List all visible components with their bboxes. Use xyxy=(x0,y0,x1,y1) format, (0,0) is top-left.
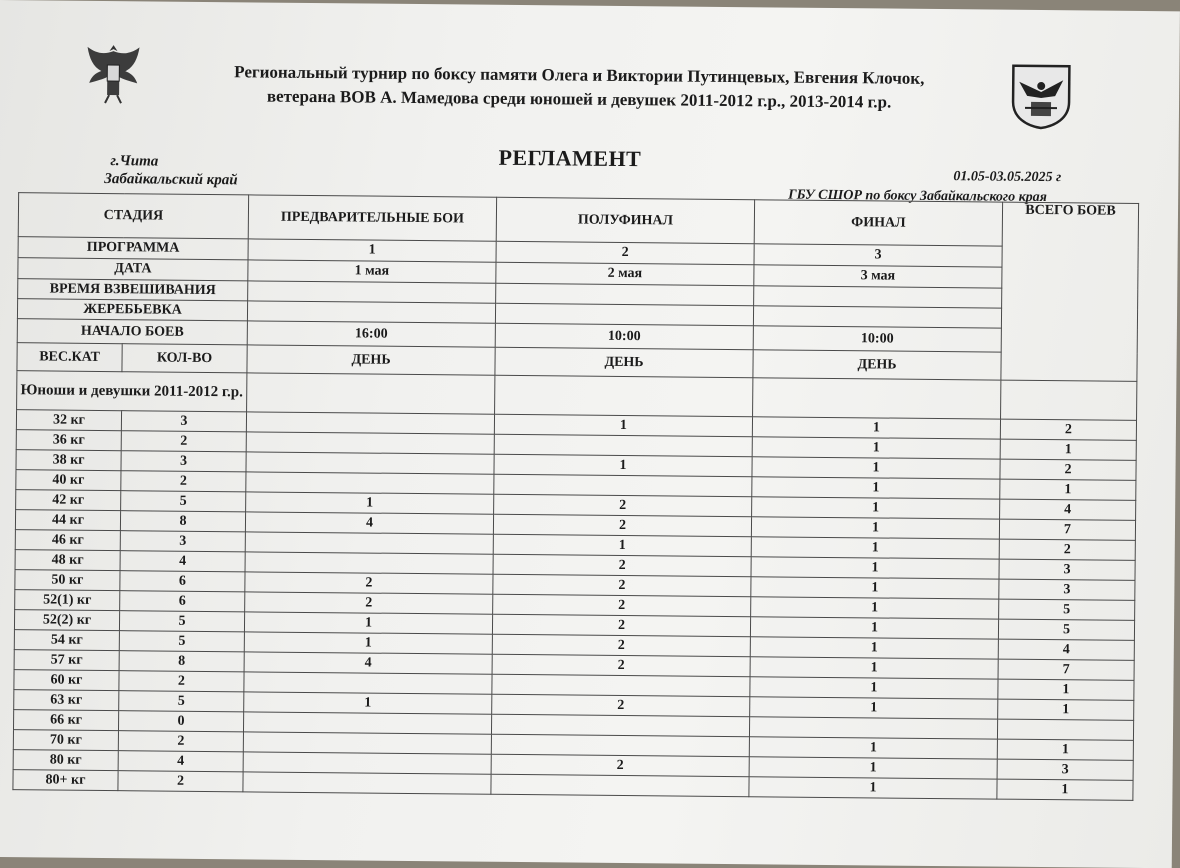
date-final: 3 мая xyxy=(754,265,1002,288)
total-bouts: 1 xyxy=(998,679,1134,700)
semifinal-bouts xyxy=(491,734,749,756)
prelim-bouts xyxy=(245,532,493,554)
participant-count: 2 xyxy=(121,431,246,452)
total-bouts: 4 xyxy=(998,639,1134,660)
semifinal-bouts: 2 xyxy=(492,694,750,716)
period-prelim: ДЕНЬ xyxy=(247,345,495,375)
final-bouts: 1 xyxy=(752,457,1000,479)
participant-count: 6 xyxy=(120,591,245,612)
count-label: КОЛ-ВО xyxy=(122,344,247,373)
weight-category: 52(1) кг xyxy=(15,590,120,611)
total-bouts: 4 xyxy=(1000,499,1136,520)
program-prelim: 1 xyxy=(248,239,496,262)
weight-category: 42 кг xyxy=(16,490,121,511)
final-bouts: 1 xyxy=(752,477,1000,499)
prelim-bouts: 4 xyxy=(244,652,492,674)
final-bouts: 1 xyxy=(751,517,999,539)
date-label: ДАТА xyxy=(18,258,248,281)
prelim-bouts xyxy=(243,712,491,734)
city: г.Чита xyxy=(110,153,159,170)
total-bouts: 3 xyxy=(999,579,1135,600)
total-bouts: 7 xyxy=(998,659,1134,680)
total-bouts: 1 xyxy=(1000,479,1136,500)
weight-category: 63 кг xyxy=(14,690,119,711)
final-bouts: 1 xyxy=(751,537,999,559)
total-bouts: 3 xyxy=(997,759,1133,780)
participant-count: 2 xyxy=(121,471,246,492)
schedule-table xyxy=(12,192,1139,801)
weight-category: 38 кг xyxy=(16,450,121,471)
weight-category: 57 кг xyxy=(14,650,119,671)
date-semifinal: 2 мая xyxy=(496,262,754,285)
final-bouts: 1 xyxy=(750,617,998,639)
semifinal-bouts xyxy=(491,774,749,796)
weight-category: 32 кг xyxy=(16,410,121,431)
weight-category: 60 кг xyxy=(14,670,119,691)
total-bouts: 2 xyxy=(1000,459,1136,480)
participant-count: 3 xyxy=(120,531,245,552)
semifinal-bouts: 2 xyxy=(493,594,751,616)
final-bouts: 1 xyxy=(750,697,998,719)
tournament-title-line-2: ветерана ВОВ А. Мамедова среди юношей и девушек 2011-2012 г.р., 2013-2014 г.р. xyxy=(266,86,892,112)
organizer: ГБУ СШОР по боксу Забайкальского края xyxy=(788,187,1047,206)
region: Забайкальский край xyxy=(104,171,238,189)
start-prelim: 16:00 xyxy=(247,321,495,347)
participant-count: 2 xyxy=(119,671,244,692)
semifinal-bouts: 2 xyxy=(492,634,750,656)
prelim-bouts xyxy=(246,452,494,474)
final-bouts: 1 xyxy=(750,677,998,699)
final-bouts: 1 xyxy=(752,437,1000,459)
event-dates: 01.05-03.05.2025 г xyxy=(953,169,1062,186)
weight-category: 66 кг xyxy=(13,710,118,731)
stage-prelim: ПРЕДВАРИТЕЛЬНЫЕ БОИ xyxy=(248,195,496,241)
prelim-bouts xyxy=(246,472,494,494)
total-bouts: 5 xyxy=(999,599,1135,620)
final-bouts: 1 xyxy=(751,597,999,619)
weight-category: 80 кг xyxy=(13,750,118,771)
weight-category: 36 кг xyxy=(16,430,121,451)
total-bouts: 2 xyxy=(1000,419,1136,440)
weight-category: 52(2) кг xyxy=(14,610,119,631)
tournament-title-line-1: Региональный турнир по боксу памяти Олега и Виктории Путинцевых, Евгения Клочок, xyxy=(234,62,925,88)
semifinal-bouts: 2 xyxy=(494,494,752,516)
program-semifinal: 2 xyxy=(496,241,754,264)
weight-category-label: ВЕС.КАТ xyxy=(17,343,122,372)
prelim-bouts xyxy=(243,772,491,794)
final-bouts: 1 xyxy=(750,657,998,679)
prelim-bouts: 1 xyxy=(244,692,492,714)
total-bouts: 3 xyxy=(999,559,1135,580)
stage-final: ФИНАЛ xyxy=(754,200,1002,246)
prelim-bouts xyxy=(245,552,493,574)
total-bouts: 2 xyxy=(999,539,1135,560)
weight-category: 40 кг xyxy=(16,470,121,491)
weight-category: 50 кг xyxy=(15,570,120,591)
total-bouts xyxy=(997,719,1133,740)
semifinal-bouts xyxy=(492,674,750,696)
final-bouts: 1 xyxy=(752,497,1000,519)
prelim-bouts: 1 xyxy=(244,612,492,634)
weight-category: 54 кг xyxy=(14,630,119,651)
russia-coat-of-arms-icon xyxy=(81,37,146,108)
semifinal-bouts: 2 xyxy=(493,514,751,536)
zabaykalsky-coat-of-arms-icon xyxy=(1009,62,1074,131)
weight-category: 44 кг xyxy=(15,510,120,531)
semifinal-bouts: 1 xyxy=(493,534,751,556)
total-bouts: 1 xyxy=(997,739,1133,760)
program-label: ПРОГРАММА xyxy=(18,237,248,260)
participant-count: 8 xyxy=(120,511,245,532)
participant-count: 2 xyxy=(118,731,243,752)
prelim-bouts xyxy=(243,732,491,754)
participant-count: 4 xyxy=(118,751,243,772)
semifinal-bouts: 2 xyxy=(493,554,751,576)
weight-category: 70 кг xyxy=(13,730,118,751)
stage-label: СТАДИЯ xyxy=(18,193,248,239)
final-bouts: 1 xyxy=(749,737,997,759)
section-title: Юноши и девушки 2011-2012 г.р. xyxy=(17,371,247,412)
prelim-bouts: 1 xyxy=(246,492,494,514)
period-semifinal: ДЕНЬ xyxy=(495,347,753,377)
total-bouts: 1 xyxy=(997,779,1133,800)
final-bouts: 1 xyxy=(750,637,998,659)
semifinal-bouts: 2 xyxy=(492,614,750,636)
participant-count: 5 xyxy=(119,691,244,712)
participant-count: 4 xyxy=(120,551,245,572)
final-bouts: 1 xyxy=(751,557,999,579)
program-final: 3 xyxy=(754,244,1002,267)
draw-label: ЖЕРЕБЬЕВКА xyxy=(17,299,247,321)
semifinal-bouts: 2 xyxy=(492,654,750,676)
prelim-bouts xyxy=(243,752,491,774)
semifinal-bouts xyxy=(494,474,752,496)
prelim-bouts: 4 xyxy=(245,512,493,534)
period-final: ДЕНЬ xyxy=(753,350,1001,380)
weight-category: 48 кг xyxy=(15,550,120,571)
prelim-bouts xyxy=(246,412,494,434)
semifinal-bouts: 1 xyxy=(494,454,752,476)
participant-count: 3 xyxy=(121,411,246,432)
total-bouts-header: ВСЕГО БОЕВ xyxy=(1001,202,1139,381)
participant-count: 5 xyxy=(121,491,246,512)
final-bouts: 1 xyxy=(751,577,999,599)
page-title: РЕГЛАМЕНТ xyxy=(498,144,642,172)
participant-count: 0 xyxy=(118,711,243,732)
weight-category: 80+ кг xyxy=(13,770,118,791)
prelim-bouts: 1 xyxy=(244,632,492,654)
participant-count: 8 xyxy=(119,651,244,672)
total-bouts: 7 xyxy=(999,519,1135,540)
semifinal-bouts xyxy=(491,714,749,736)
semifinal-bouts: 2 xyxy=(493,574,751,596)
participant-count: 6 xyxy=(120,571,245,592)
total-bouts: 5 xyxy=(998,619,1134,640)
participant-count: 5 xyxy=(119,611,244,632)
participant-count: 5 xyxy=(119,631,244,652)
final-bouts xyxy=(749,717,997,739)
prelim-bouts: 2 xyxy=(245,572,493,594)
start-label: НАЧАЛО БОЕВ xyxy=(17,319,247,345)
total-bouts: 1 xyxy=(998,699,1134,720)
stage-semifinal: ПОЛУФИНАЛ xyxy=(496,197,754,243)
final-bouts: 1 xyxy=(752,417,1000,439)
prelim-bouts xyxy=(246,432,494,454)
start-semifinal: 10:00 xyxy=(495,323,753,349)
prelim-bouts xyxy=(244,672,492,694)
weight-category-rows xyxy=(13,410,1137,801)
participant-count: 2 xyxy=(118,771,243,792)
participant-count: 3 xyxy=(121,451,246,472)
weigh-in-label: ВРЕМЯ ВЗВЕШИВАНИЯ xyxy=(18,279,248,301)
weight-category: 46 кг xyxy=(15,530,120,551)
start-final: 10:00 xyxy=(753,326,1001,352)
final-bouts: 1 xyxy=(749,777,997,799)
date-prelim: 1 мая xyxy=(248,260,496,283)
semifinal-bouts xyxy=(494,434,752,456)
final-bouts: 1 xyxy=(749,757,997,779)
semifinal-bouts: 1 xyxy=(494,414,752,436)
total-bouts: 1 xyxy=(1000,439,1136,460)
prelim-bouts: 2 xyxy=(245,592,493,614)
semifinal-bouts: 2 xyxy=(491,754,749,776)
